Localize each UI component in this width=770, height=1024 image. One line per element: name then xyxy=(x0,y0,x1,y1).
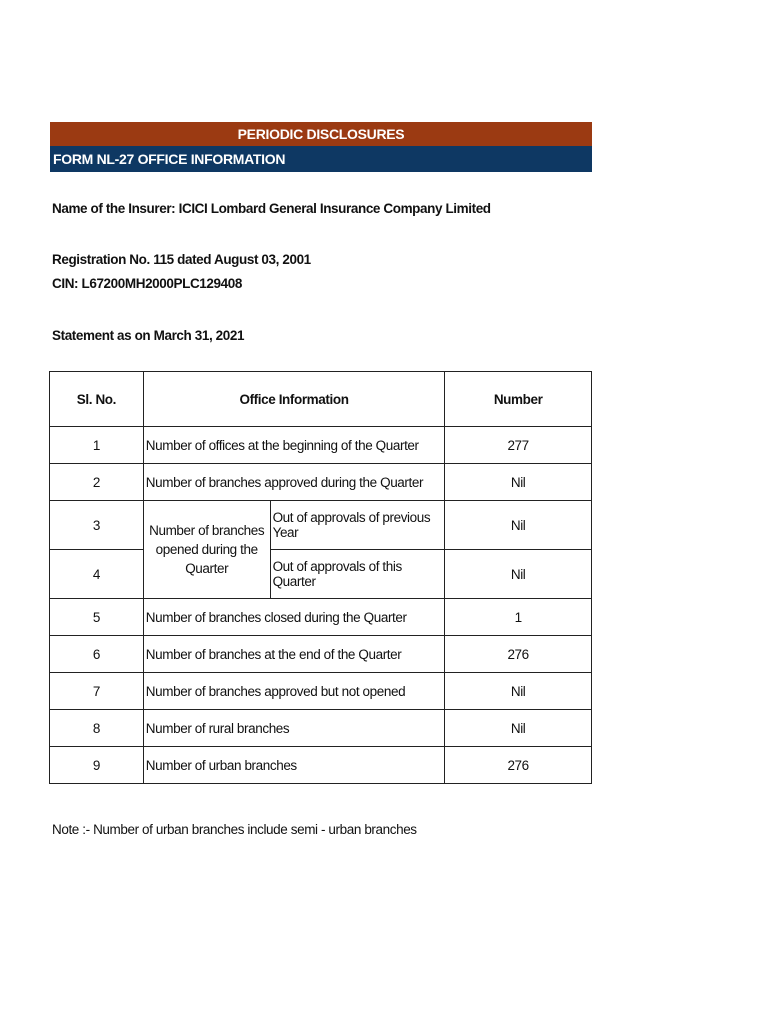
periodic-disclosures-banner xyxy=(50,122,592,146)
table-row xyxy=(50,427,592,464)
row-sl: 5 xyxy=(50,599,144,636)
row-sub-info: Out of approvals of previous Year xyxy=(270,501,445,550)
row-number: 277 xyxy=(445,427,592,464)
row-sl: 9 xyxy=(50,747,144,784)
table-row xyxy=(50,550,592,599)
form-title: FORM NL-27 OFFICE INFORMATION xyxy=(53,151,286,167)
row-sl: 8 xyxy=(50,710,144,747)
row-info: Number of urban branches xyxy=(143,747,444,784)
row-info: Number of offices at the beginning of the Quarter xyxy=(143,427,444,464)
row-number: Nil xyxy=(445,710,592,747)
footnote: Note :- Number of urban branches include semi - urban branches xyxy=(52,822,417,837)
merged-label-line-1: Number of branches xyxy=(149,523,265,538)
row-number: 276 xyxy=(445,636,592,673)
row-number: Nil xyxy=(445,464,592,501)
insurer-name: Name of the Insurer: ICICI Lombard General Insurance Company Limited xyxy=(52,201,491,216)
table-row xyxy=(50,636,592,673)
row-number: Nil xyxy=(445,550,592,599)
table-row xyxy=(50,599,592,636)
row-sl: 4 xyxy=(50,550,144,599)
table-row xyxy=(50,501,592,550)
header-number: Number xyxy=(445,372,592,427)
row-number: 276 xyxy=(445,747,592,784)
table-row xyxy=(50,710,592,747)
form-title-banner xyxy=(50,146,592,172)
row-info: Number of rural branches xyxy=(143,710,444,747)
row-sl: 2 xyxy=(50,464,144,501)
header-sl-no: Sl. No. xyxy=(50,372,144,427)
cin-number: CIN: L67200MH2000PLC129408 xyxy=(52,276,242,291)
table-header-row xyxy=(50,372,592,427)
banner-title: PERIODIC DISCLOSURES xyxy=(237,126,405,142)
table-row xyxy=(50,747,592,784)
row-info: Number of branches closed during the Quarter xyxy=(143,599,444,636)
row-number: Nil xyxy=(445,501,592,550)
row-sl: 7 xyxy=(50,673,144,710)
office-information-table xyxy=(49,371,592,784)
row-info: Number of branches approved but not opened xyxy=(143,673,444,710)
registration-number: Registration No. 115 dated August 03, 2001 xyxy=(52,252,311,267)
row-sub-info: Out of approvals of this Quarter xyxy=(270,550,445,599)
merged-label-branches-opened xyxy=(143,501,270,599)
table-row xyxy=(50,464,592,501)
row-number: Nil xyxy=(445,673,592,710)
header-office-information: Office Information xyxy=(143,372,444,427)
row-info: Number of branches at the end of the Quarter xyxy=(143,636,444,673)
row-info: Number of branches approved during the Quarter xyxy=(143,464,444,501)
merged-label-line-2: opened during the Quarter xyxy=(155,542,258,576)
table-row xyxy=(50,673,592,710)
row-sl: 1 xyxy=(50,427,144,464)
row-sl: 3 xyxy=(50,501,144,550)
row-number: 1 xyxy=(445,599,592,636)
statement-date: Statement as on March 31, 2021 xyxy=(52,328,245,343)
row-sl: 6 xyxy=(50,636,144,673)
